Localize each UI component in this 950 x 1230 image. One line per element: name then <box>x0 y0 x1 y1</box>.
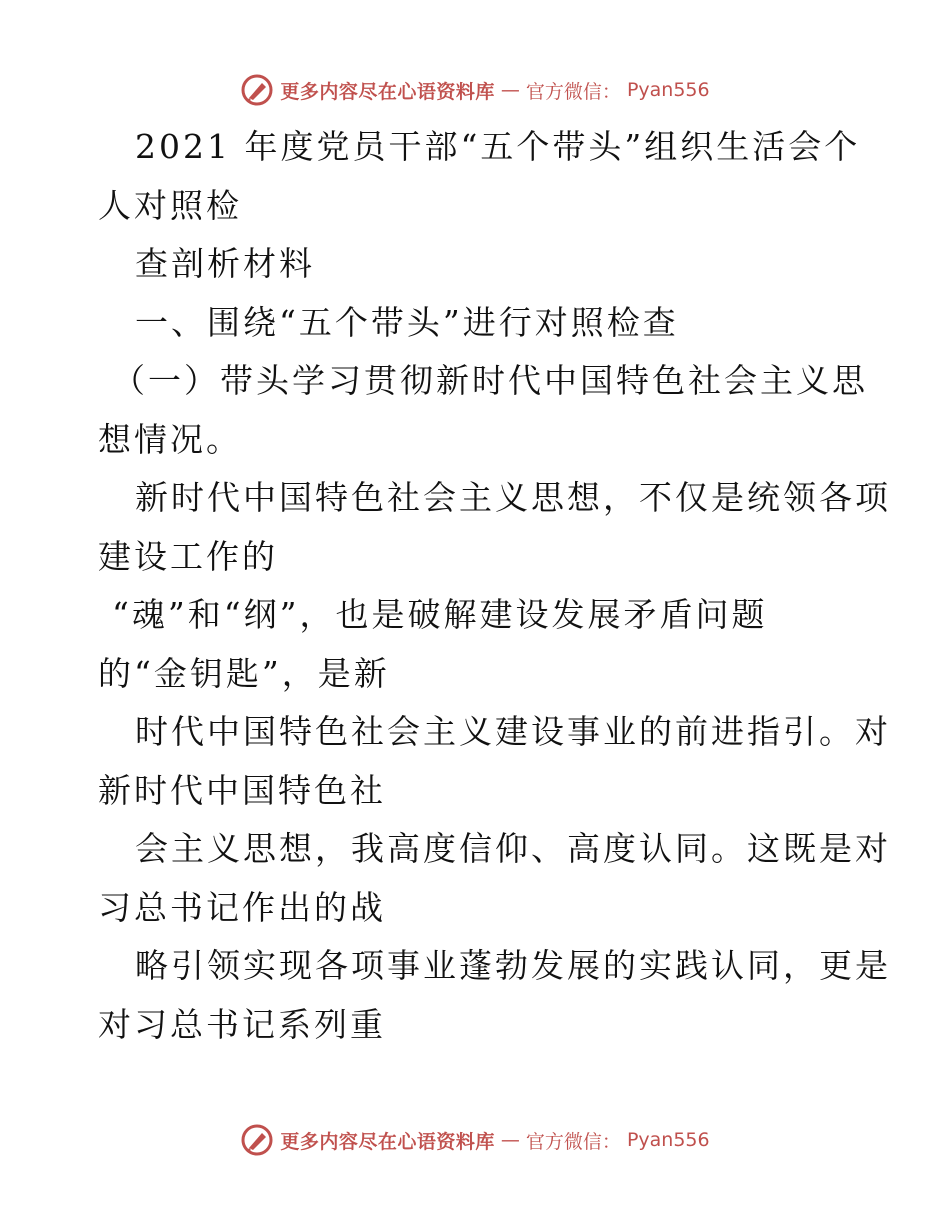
pen-nib-logo-icon <box>240 73 274 107</box>
watermark-wechat-label: 官方微信： <box>525 1130 621 1153</box>
paragraph-line: 略引领实现各项事业蓬勃发展的实践认同，更是 <box>135 946 891 985</box>
paragraph-line: 时代中国特色社会主义建设事业的前进指引。对 <box>135 712 891 751</box>
watermark-brand-text: 更多内容尽在心语资料库 <box>280 1130 495 1153</box>
subsection-heading-line-2: 想情况。 <box>98 419 242 459</box>
paragraph-line: 建设工作的 <box>98 536 278 576</box>
document-title-line-3: 查剖析材料 <box>135 244 315 283</box>
footer-watermark <box>0 1120 950 1160</box>
paragraph-line: 的“金钥匙”，是新 <box>98 653 390 693</box>
watermark-brand-text: 更多内容尽在心语资料库 <box>280 80 495 103</box>
pen-nib-logo-icon <box>240 1123 274 1157</box>
document-title-line-1: 2021 年度党员干部“五个带头”组织生活会个 <box>135 127 861 166</box>
document-title-line-2: 人对照检 <box>98 185 242 225</box>
paragraph-line: 新时代中国特色社会主义思想，不仅是统领各项 <box>135 478 891 517</box>
watermark-dash: — <box>500 1129 520 1151</box>
document-body <box>98 118 891 1054</box>
watermark-wechat-id: Pyan556 <box>626 1129 710 1151</box>
header-watermark <box>0 70 950 110</box>
watermark-dash: — <box>500 79 520 101</box>
paragraph-line: 对习总书记系列重 <box>98 1004 386 1044</box>
watermark-wechat-label: 官方微信： <box>525 80 621 103</box>
paragraph-line: 新时代中国特色社 <box>98 770 386 810</box>
watermark-wechat-id: Pyan556 <box>626 79 710 101</box>
paragraph-line: 会主义思想，我高度信仰、高度认同。这既是对 <box>135 829 891 868</box>
subsection-heading-line-1: （一）带头学习贯彻新时代中国特色社会主义思 <box>112 361 868 400</box>
paragraph-line: “魂”和“纲”，也是破解建设发展矛盾问题 <box>112 595 768 634</box>
section-heading: 一、围绕“五个带头”进行对照检查 <box>135 302 679 342</box>
paragraph-line: 习总书记作出的战 <box>98 887 386 927</box>
